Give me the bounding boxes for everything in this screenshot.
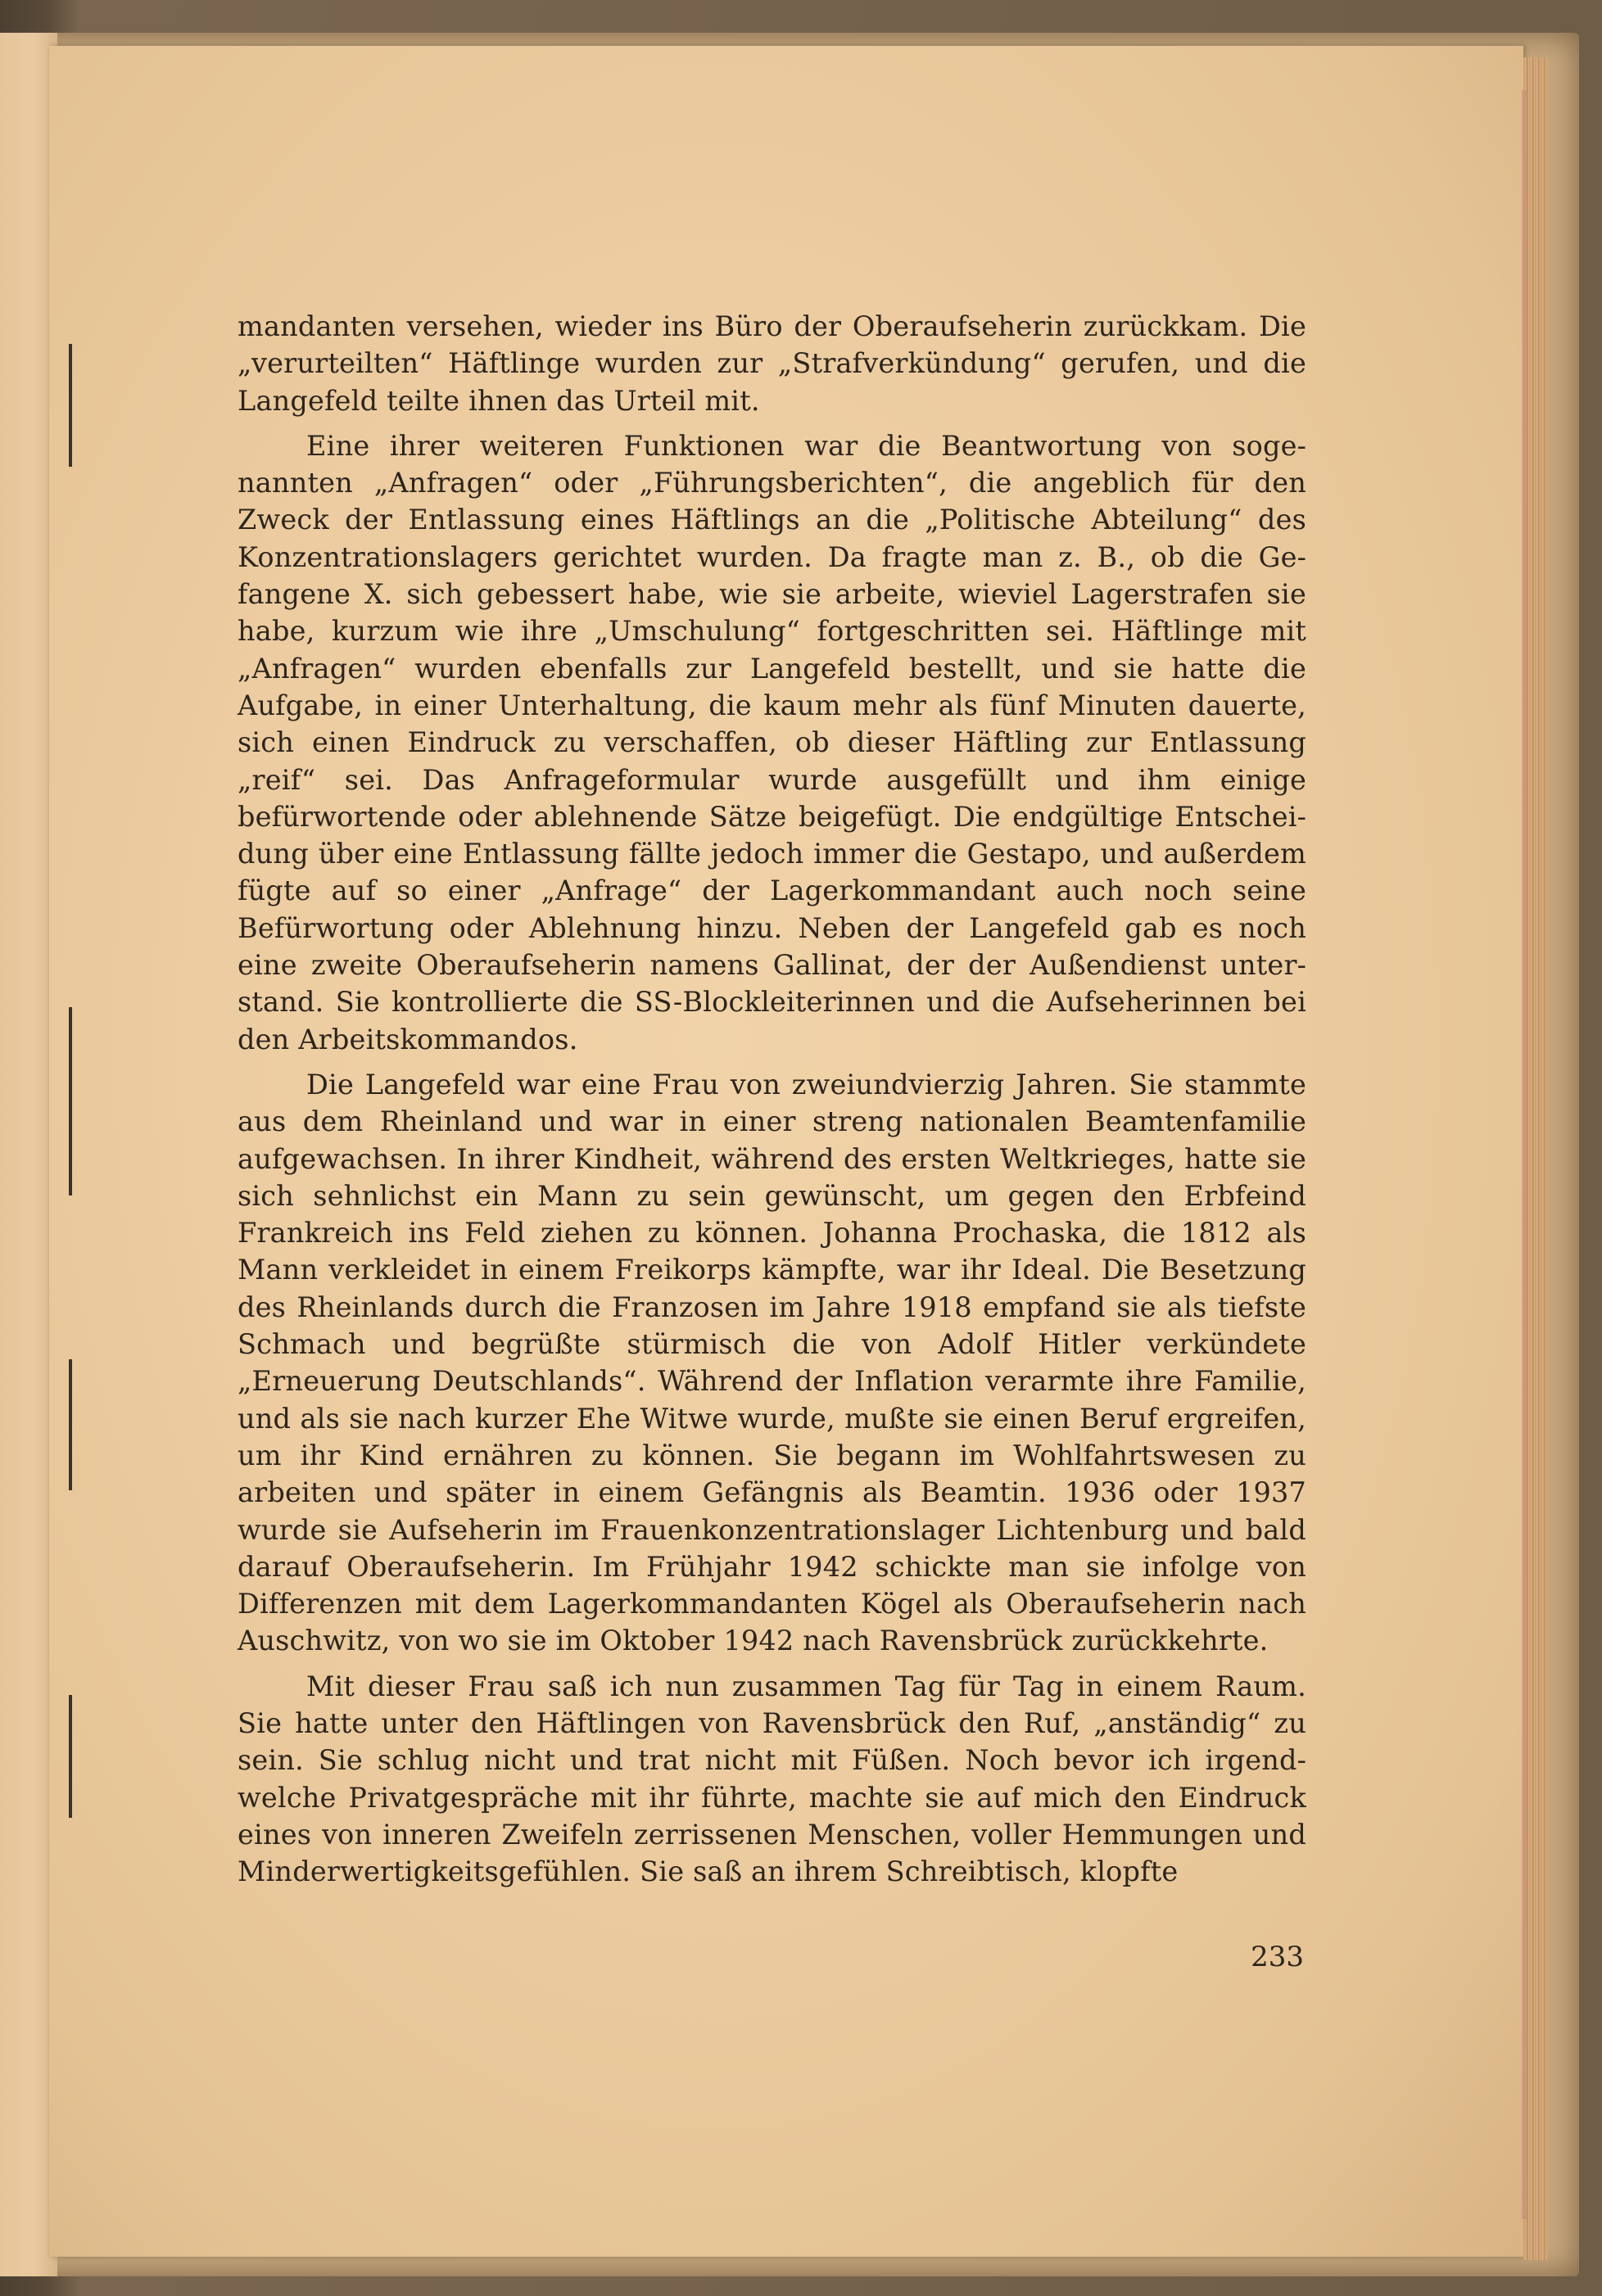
body-text (238, 308, 1306, 1898)
paragraph: Die Langefeld war eine Frau von zweiundvierzig Jahren. Sie stammte aus dem Rheinland und war in einer streng nationalen Beamtenfamilie aufgewachsen. In ihrer Kindheit, während des ersten Weltkrieges, hatte sie sich sehnlichst ein Mann zu sein gewünscht, um gegen den Erbfeind Frankreich ins Feld ziehen zu können. Johanna Prochaska, die 1812 als Mann verkleidet in einem Freikorps kämpfte, war ihr Ideal. Die Besetzung des Rheinlands durch die Franzosen im Jahre 1918 empfand sie als tiefste Schmach und begrüßte stürmisch die von Adolf Hitler verkündete „Erneuerung Deutschlands“. Während der Inflation verarmte ihre Familie, und als sie nach kurzer Ehe Witwe wurde, mußte sie einen Beruf ergreifen, um ihr Kind ernähren zu können. Sie begann im Wohlfahrtswesen zu arbeiten und später in einem Gefängnis als Beamtin. 1936 oder 1937 wurde sie Aufseherin im Frauenkonzentrationslager Lichtenburg und bald darauf Oberaufseherin. Im Frühjahr 1942 schickte man sie infolge von Differenzen mit dem Lagerkommandanten Kögel als Oberaufseherin nach Auschwitz, von wo sie im Oktober 1942 nach Ravensbrück zurückkehrte. (238, 1068, 1306, 1657)
binding-mark (69, 1695, 72, 1818)
paragraph: Eine ihrer weiteren Funktionen war die Beantwortung von sogenannten „Anfragen“ oder „Führungsberichten“, die angeblich für den Zweck der Entlassung eines Häftlings an die „Politische Abteilung“ des Konzentrationslagers gerichtet wurden. Da fragte man z. B., ob die Gefangene X. sich gebessert habe, wie sie arbeite, wieviel Lagerstrafen sie habe, kurzum wie ihre „Umschulung“ fortgeschritten sei. Häftlinge mit „Anfragen“ wurden ebenfalls zur Langefeld bestellt, und sie hatte die Aufgabe, in einer Unterhaltung, die kaum mehr als fünf Minuten dauerte, sich einen Eindruck zu verschaffen, ob dieser Häftling zur Entlassung „reif“ sei. Das Anfrageformular wurde ausgefüllt und ihm einige befürwortende oder ablehnende Sätze beigefügt. Die endgültige Entscheidung über eine Entlassung fällte jedoch immer die Gestapo, und außerdem fügte auf so einer „Anfrage“ der Lagerkommandant auch noch seine Befürwortung oder Ablehnung hinzu. Neben der Langefeld gab es noch eine zweite Oberaufseherin namens Gallinat, der der Außendienst unterstand. Sie kontrollierte die SS-Blockleiterinnen und die Aufseherinnen bei den Arbeitskommandos. (238, 429, 1306, 1055)
paragraph: mandanten versehen, wieder ins Büro der Oberaufseherin zurückkam. Die „verurteilten“ Häftlinge wurden zur „Strafverkündung“ gerufen, und die Langefeld teilte ihnen das Urteil mit. (238, 310, 1306, 417)
page-stack-edge (1523, 57, 1548, 2260)
paragraph: Mit dieser Frau saß ich nun zusammen Tag für Tag in einem Raum. Sie hatte unter den Häftlingen von Ravensbrück den Ruf, „anständig“ zu sein. Sie schlug nicht und trat nicht mit Füßen. Noch bevor ich irgendwelche Privatgespräche mit ihr führte, machte sie auf mich den Eindruck eines von inneren Zweifeln zerrissenen Menschen, voller Hemmungen und Minderwertigkeitsgefühlen. Sie saß an ihrem Schreibtisch, klopfte (238, 1670, 1306, 1888)
binding-mark (69, 1007, 72, 1195)
page-number: 233 (1251, 1941, 1304, 1973)
page-edge-stain (1522, 90, 1527, 2219)
binding-mark (69, 344, 72, 467)
binding-mark (69, 1359, 72, 1490)
